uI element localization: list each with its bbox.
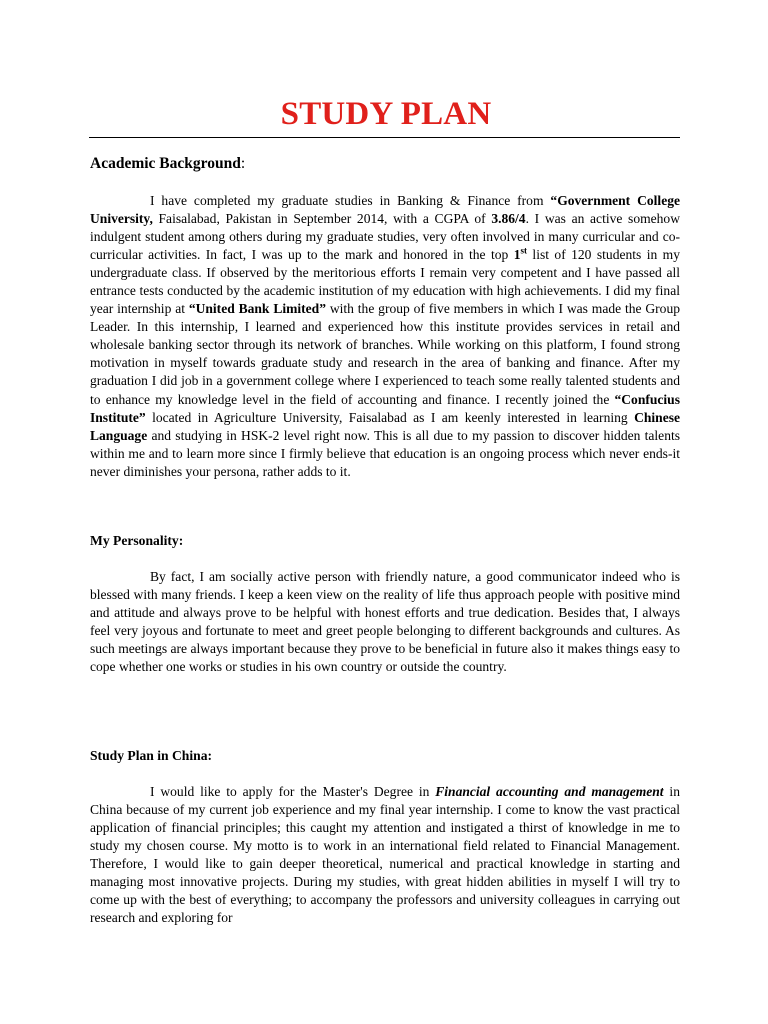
paragraph-academic-background bbox=[90, 192, 680, 481]
heading-my-personality: My Personality: bbox=[90, 533, 184, 548]
title-underline-rule bbox=[89, 137, 680, 138]
academic-rank-suffix: st bbox=[520, 245, 527, 256]
academic-text-1: I have completed my graduate studies in Banking & Finance from bbox=[150, 193, 551, 208]
academic-rank-number: 1 bbox=[513, 247, 521, 263]
academic-text-5: with the group of five members in which I was made the Group Leader. In this internship, I learned and experienced how this institute provides services in retail and wholesale banking sector through its network of branches. While working on this platform, I found strong motivation in myself towards graduate study and research in the area of banking and finance. After my graduation I did job in a government college where I experienced to teach some really talented students and to enhance my knowledge level in the field of accounting and finance. I recently joined the bbox=[90, 301, 680, 407]
heading-academic-background bbox=[90, 154, 245, 174]
academic-text-6: located in Agriculture University, Faisalabad as I am keenly interested in learning bbox=[145, 409, 635, 425]
academic-bank-name: “United Bank Limited” bbox=[188, 301, 326, 317]
academic-text-2: Faisalabad, Pakistan in September 2014, with a CGPA of bbox=[152, 211, 492, 227]
china-text-2: in China because of my current job experience and my final year internship. I come to know the vast practical application of financial principles; this caught my attention and instigated a thirst of knowledge in me to study my chosen course. My motto is to work in an international field related to Financial Management. Therefore, I would like to gain deeper theoretical, numerical and practical knowledge in starting and managing most innovative projects. During my studies, with great hidden abilities in myself I will try to come up with the best of everything; to accompany the professors and university colleagues in carrying out research and exploring for bbox=[90, 784, 680, 926]
heading-academic-background-text: Academic Background bbox=[90, 155, 241, 172]
academic-institute-name: “Confucius Institute” bbox=[90, 391, 680, 425]
paragraph-study-plan-china bbox=[90, 783, 680, 927]
academic-text-4: list of 120 students in my undergraduate class. If observed by the meritorious efforts I remain very competent and I have passed all entrance tests conducted by the academic institution of my education with high achievements. I did my final year internship at bbox=[90, 247, 680, 317]
academic-text-3: . I was an active somehow indulgent student among others during my graduate studies, very often involved in many curricular and co-curricular activities. In fact, I was up to the mark and honored in the top bbox=[90, 211, 680, 263]
academic-language-name: Chinese Language bbox=[90, 409, 680, 443]
heading-study-plan-china: Study Plan in China: bbox=[90, 748, 213, 763]
document-title: STUDY PLAN bbox=[280, 96, 492, 132]
academic-university-name: “Government College University, bbox=[90, 193, 680, 227]
academic-cgpa: 3.86/4 bbox=[491, 211, 526, 227]
china-degree-name: Financial accounting and management bbox=[435, 784, 664, 799]
heading-academic-background-colon: : bbox=[240, 155, 246, 172]
academic-text-7: and studying in HSK-2 level right now. This is all due to my passion to discover hidden talents within me and to learn more since I firmly believe that education is an ongoing process which never ends-it never diminishes your persona, rather adds to it. bbox=[90, 427, 680, 479]
china-text-1: I would like to apply for the Master's Degree in bbox=[150, 784, 436, 799]
paragraph-my-personality: By fact, I am socially active person with friendly nature, a good communicator indeed who is blessed with many friends. I keep a keen view on the reality of life thus approach people with positive mind and attitude and always prove to be helpful with honest efforts and true dedication. Besides that, I always feel very joyous and fortunate to meet and greet people belonging to different backgrounds and cultures. As such meetings are always important because they prove to be beneficial in future also it makes things easy to cope whether one works or studies in his own country or outside the country. bbox=[90, 569, 680, 675]
